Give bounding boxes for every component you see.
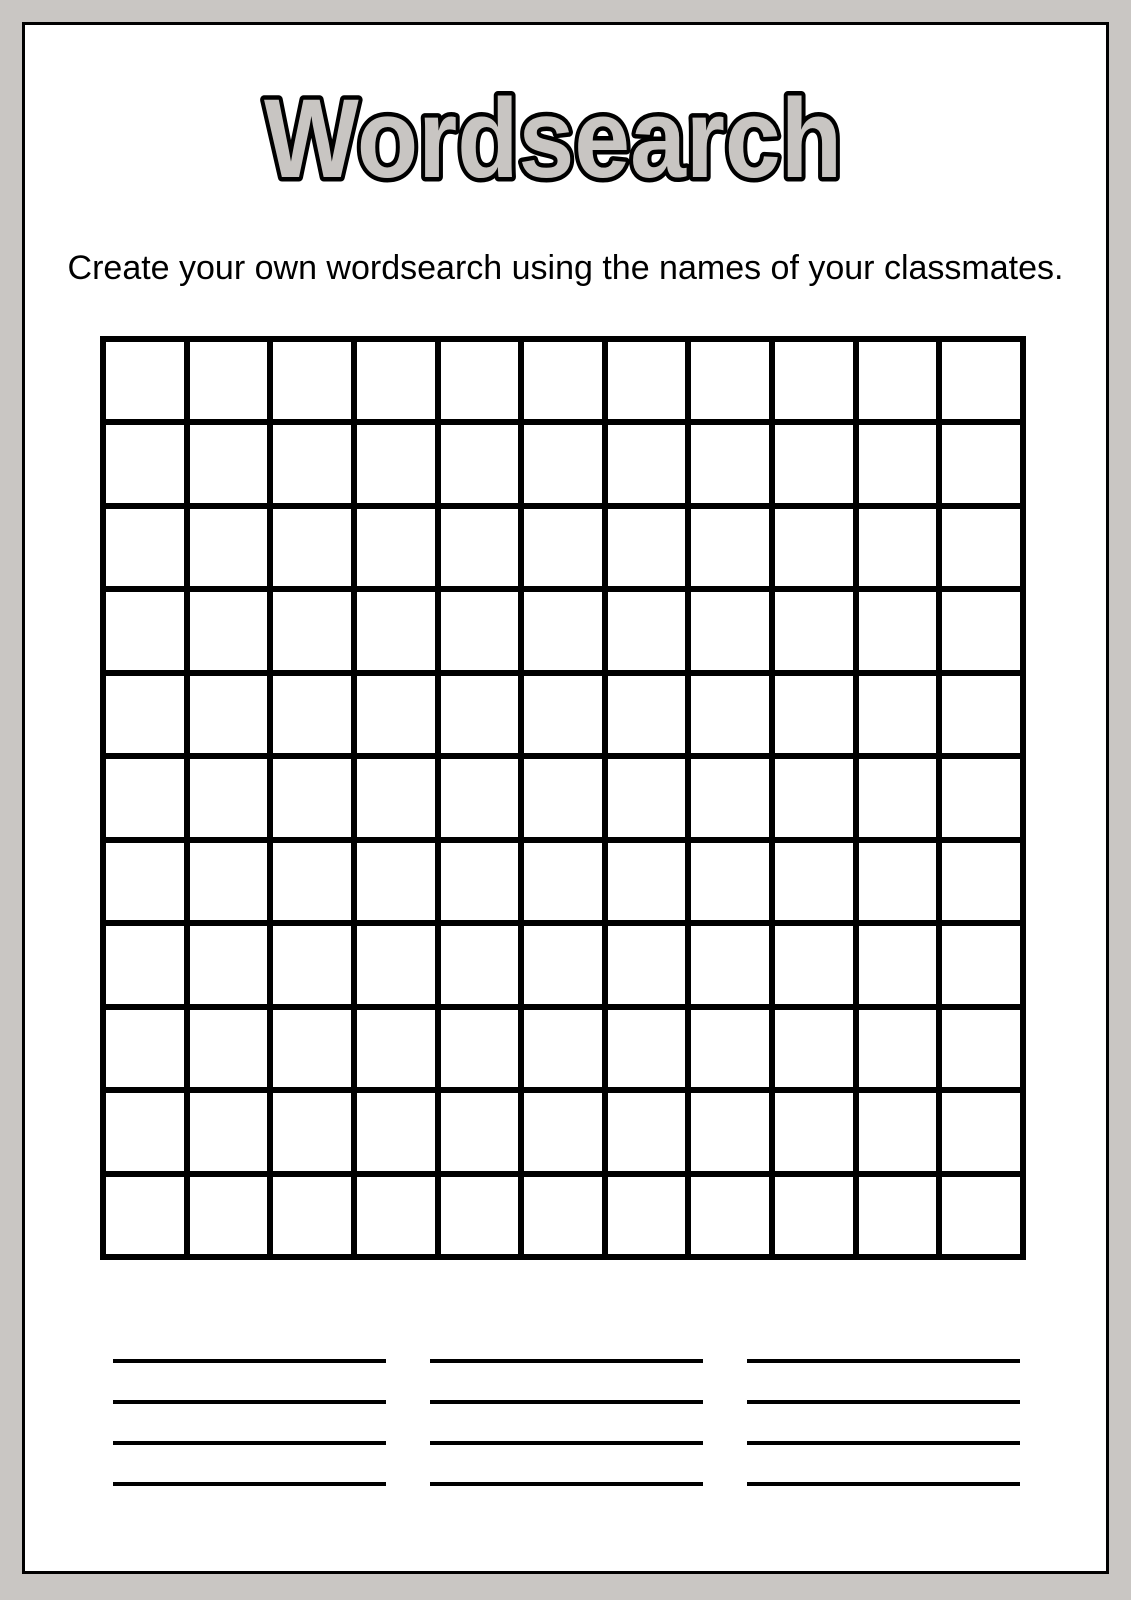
- grid-cell: [772, 923, 856, 1006]
- grid-cell: [688, 422, 772, 505]
- grid-cell: [103, 1007, 187, 1090]
- grid-cell: [772, 673, 856, 756]
- grid-cell: [605, 923, 689, 1006]
- grid-cell: [103, 339, 187, 422]
- grid-cell: [772, 756, 856, 839]
- grid-cell: [856, 923, 940, 1006]
- grid-cell: [605, 506, 689, 589]
- grid-cell: [772, 1007, 856, 1090]
- grid-cell: [103, 840, 187, 923]
- grid-cell: [772, 339, 856, 422]
- answer-line: [430, 1482, 703, 1486]
- grid-cell: [521, 1007, 605, 1090]
- answer-lines-section: [113, 1359, 1020, 1486]
- grid-cell: [438, 506, 522, 589]
- worksheet-page: [22, 22, 1109, 1574]
- grid-cell: [939, 589, 1023, 672]
- grid-cell: [605, 673, 689, 756]
- grid-cell: [354, 840, 438, 923]
- grid-cell: [354, 422, 438, 505]
- grid-cell: [521, 673, 605, 756]
- grid-cell: [103, 923, 187, 1006]
- grid-cell: [187, 1174, 271, 1257]
- grid-cell: [270, 1007, 354, 1090]
- grid-cell: [856, 756, 940, 839]
- answer-line-column: [430, 1359, 703, 1486]
- instructions-text: Create your own wordsearch using the names of your classmates.: [67, 249, 1064, 287]
- grid-cell: [187, 339, 271, 422]
- grid-cell: [270, 589, 354, 672]
- grid-cell: [270, 756, 354, 839]
- grid-cell: [939, 1007, 1023, 1090]
- grid-cell: [605, 589, 689, 672]
- answer-line: [747, 1359, 1020, 1363]
- grid-cell: [438, 1007, 522, 1090]
- grid-cell: [438, 923, 522, 1006]
- grid-cell: [187, 422, 271, 505]
- grid-cell: [856, 673, 940, 756]
- grid-cell: [688, 1090, 772, 1173]
- grid-cell: [605, 1090, 689, 1173]
- answer-line: [113, 1400, 386, 1404]
- grid-cell: [521, 923, 605, 1006]
- grid-cell: [270, 673, 354, 756]
- grid-cell: [605, 840, 689, 923]
- grid-cell: [103, 422, 187, 505]
- grid-cell: [939, 1174, 1023, 1257]
- grid-cell: [688, 756, 772, 839]
- grid-cell: [856, 1007, 940, 1090]
- grid-cell: [354, 1174, 438, 1257]
- grid-cell: [270, 1090, 354, 1173]
- grid-cell: [354, 589, 438, 672]
- grid-cell: [688, 1174, 772, 1257]
- grid-cell: [772, 1090, 856, 1173]
- grid-cell: [772, 1174, 856, 1257]
- grid-cell: [103, 506, 187, 589]
- grid-cell: [354, 923, 438, 1006]
- grid-cell: [688, 589, 772, 672]
- grid-cell: [688, 1007, 772, 1090]
- grid-cell: [856, 1174, 940, 1257]
- grid-cell: [939, 506, 1023, 589]
- page-title-text: Wordsearch: [264, 76, 842, 201]
- grid-cell: [438, 756, 522, 839]
- grid-cell: [939, 840, 1023, 923]
- grid-cell: [438, 840, 522, 923]
- grid-cell: [688, 923, 772, 1006]
- grid-cell: [772, 422, 856, 505]
- grid-cell: [270, 422, 354, 505]
- grid-cell: [103, 673, 187, 756]
- grid-cell: [354, 1007, 438, 1090]
- grid-cell: [605, 756, 689, 839]
- grid-cell: [521, 840, 605, 923]
- grid-cell: [438, 673, 522, 756]
- grid-cell: [270, 339, 354, 422]
- grid-cell: [688, 840, 772, 923]
- grid-cell: [354, 756, 438, 839]
- grid-cell: [605, 1007, 689, 1090]
- grid-cell: [521, 589, 605, 672]
- grid-cell: [521, 1174, 605, 1257]
- grid-cell: [187, 1090, 271, 1173]
- grid-cell: [438, 339, 522, 422]
- answer-line: [747, 1482, 1020, 1486]
- grid-cell: [270, 1174, 354, 1257]
- grid-cell: [521, 339, 605, 422]
- grid-cell: [187, 1007, 271, 1090]
- grid-cell: [939, 339, 1023, 422]
- grid-cell: [354, 1090, 438, 1173]
- wordsearch-grid: [100, 336, 1026, 1260]
- grid-cell: [187, 589, 271, 672]
- grid-cell: [856, 506, 940, 589]
- answer-line: [113, 1482, 386, 1486]
- grid-cell: [521, 506, 605, 589]
- grid-cell: [103, 1174, 187, 1257]
- answer-line: [113, 1359, 386, 1363]
- answer-line: [747, 1441, 1020, 1445]
- grid-cell: [772, 589, 856, 672]
- grid-cell: [939, 673, 1023, 756]
- grid-cell: [605, 422, 689, 505]
- grid-cell: [270, 506, 354, 589]
- grid-cell: [605, 1174, 689, 1257]
- grid-cell: [856, 422, 940, 505]
- answer-line-column: [747, 1359, 1020, 1486]
- grid-cell: [438, 1174, 522, 1257]
- grid-cell: [187, 840, 271, 923]
- grid-cell: [354, 339, 438, 422]
- answer-line: [430, 1441, 703, 1445]
- grid-cell: [354, 673, 438, 756]
- grid-cell: [187, 673, 271, 756]
- grid-cell: [103, 1090, 187, 1173]
- grid-cell: [939, 756, 1023, 839]
- grid-cell: [772, 840, 856, 923]
- page-title: [25, 65, 1106, 215]
- grid-cell: [438, 589, 522, 672]
- grid-cell: [772, 506, 856, 589]
- grid-cell: [521, 1090, 605, 1173]
- grid-cell: [856, 589, 940, 672]
- grid-cell: [939, 1090, 1023, 1173]
- grid-cell: [939, 923, 1023, 1006]
- grid-cell: [605, 339, 689, 422]
- grid-cell: [103, 756, 187, 839]
- grid-cell: [688, 506, 772, 589]
- grid-cell: [354, 506, 438, 589]
- answer-line: [430, 1400, 703, 1404]
- grid-cell: [688, 339, 772, 422]
- grid-cell: [103, 589, 187, 672]
- grid-cell: [187, 923, 271, 1006]
- answer-line: [113, 1441, 386, 1445]
- grid-cell: [521, 422, 605, 505]
- grid-cell: [270, 840, 354, 923]
- grid-cell: [438, 1090, 522, 1173]
- grid-cell: [187, 756, 271, 839]
- grid-cell: [521, 756, 605, 839]
- grid-cell: [688, 673, 772, 756]
- answer-line: [430, 1359, 703, 1363]
- grid-cell: [438, 422, 522, 505]
- grid-cell: [187, 506, 271, 589]
- grid-cell: [856, 840, 940, 923]
- answer-line: [747, 1400, 1020, 1404]
- grid-cell: [856, 339, 940, 422]
- grid-cell: [270, 923, 354, 1006]
- grid-cell: [939, 422, 1023, 505]
- grid-cell: [856, 1090, 940, 1173]
- answer-line-column: [113, 1359, 386, 1486]
